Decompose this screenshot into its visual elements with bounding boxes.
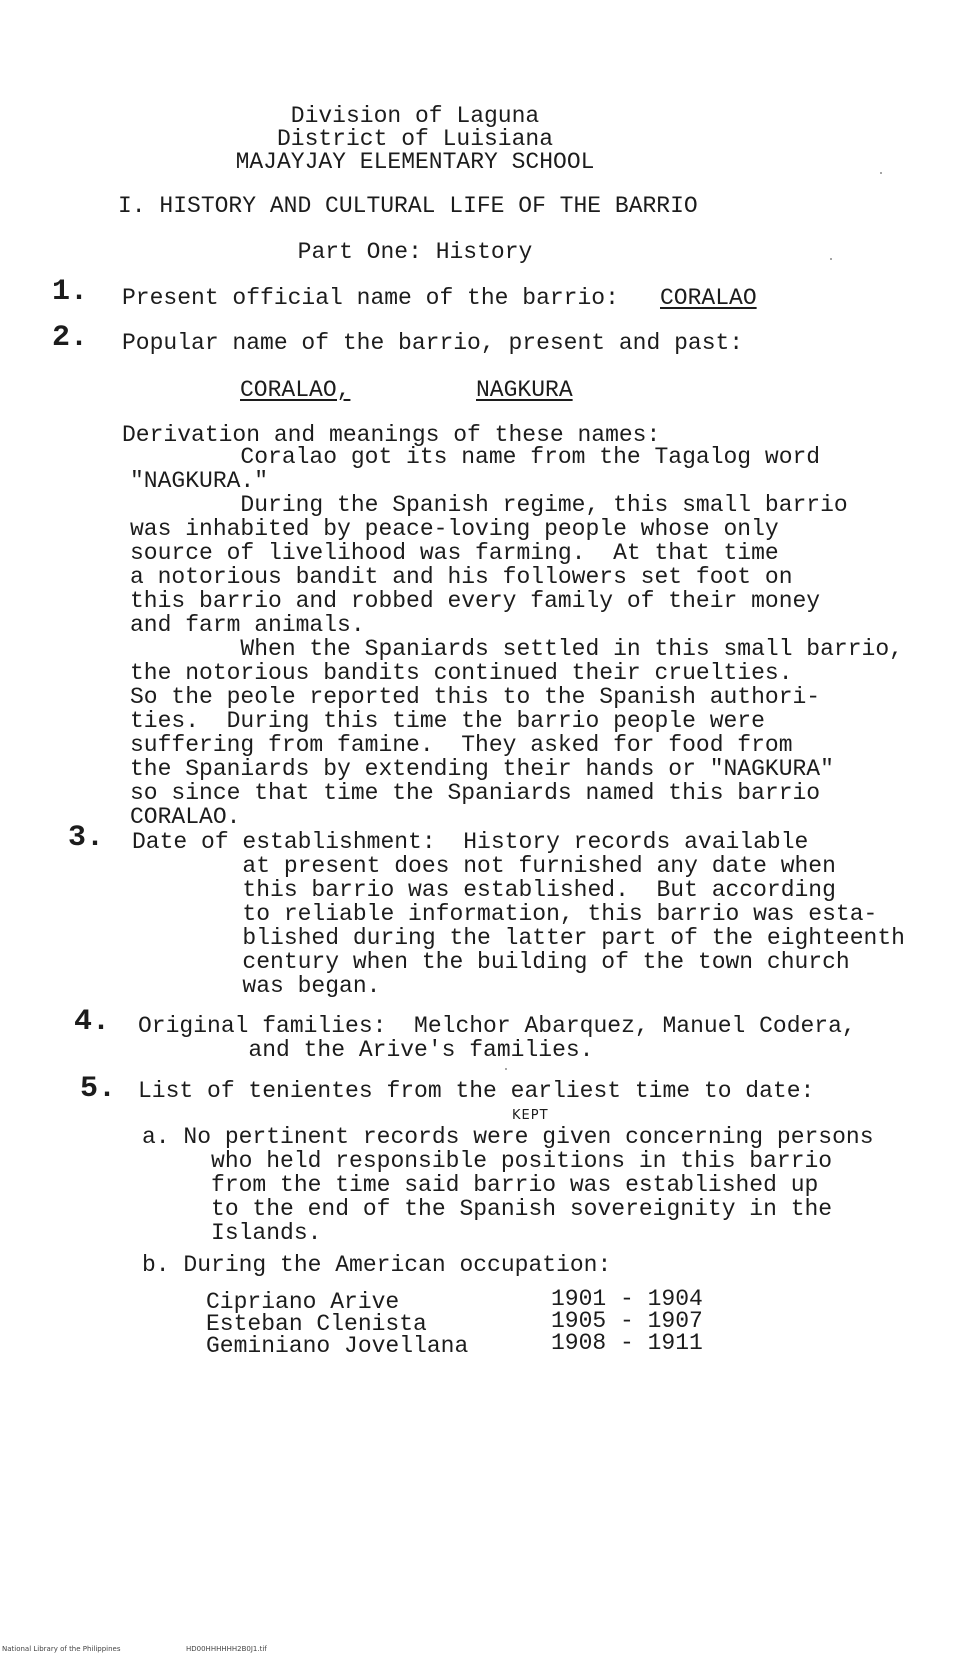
item4-body (138, 1014, 858, 1062)
item5-label: List of tenientes from the earliest time to date: (138, 1078, 815, 1104)
handwritten-correction: KEPT (512, 1108, 549, 1123)
section-title: HISTORY AND CULTURAL LIFE OF THE BARRIO (159, 193, 698, 219)
derivation-line: So the peole reported this to the Spanish authori- (130, 684, 821, 710)
section-heading (118, 194, 698, 218)
teniente-row (206, 1308, 806, 1337)
teniente-name: Cipriano Arive (206, 1289, 400, 1315)
derivation-line: CORALAO. (130, 804, 241, 830)
teniente-name: Geminiano Jovellana (206, 1333, 469, 1359)
derivation-line: source of livelihood was farming. At that time (130, 540, 779, 566)
item1-number: 1. (52, 275, 89, 309)
item5-number: 5. (80, 1072, 117, 1106)
derivation-line: the notorious bandits continued their cruelties. (130, 660, 793, 686)
derivation-line: a notorious bandit and his followers set foot on (130, 564, 793, 590)
tenientes-list (206, 1286, 806, 1359)
part-heading: Part One: History (297, 239, 533, 265)
derivation-body (130, 444, 903, 830)
teniente-name: Esteban Clenista (206, 1311, 427, 1337)
scan-speck (505, 1068, 507, 1070)
derivation-line: was inhabited by peace-loving people whose only (130, 516, 779, 542)
section-number: I. (118, 193, 146, 219)
scan-speck (830, 258, 832, 260)
teniente-row (206, 1286, 806, 1315)
popular-name-2: NAGKURA (476, 377, 573, 403)
footer-library: National Library of the Philippines (2, 1645, 121, 1653)
item5a-line: a. No pertinent records were given concerning persons (142, 1124, 874, 1150)
footer-file: HD00HHHHHH2B0J1.tif (186, 1645, 267, 1653)
item2-label: Popular name of the barrio, present and past: (122, 330, 744, 356)
derivation-line: Coralao got its name from the Tagalog word (130, 444, 821, 470)
teniente-years: 1905 - 1907 (551, 1308, 703, 1334)
item3-line: was began. (132, 973, 381, 999)
item3-line: century when the building of the town church (132, 949, 850, 975)
derivation-line: When the Spaniards settled in this small barrio, (130, 636, 903, 662)
item4-line: and the Arive's families. (138, 1037, 594, 1063)
district-heading: District of Luisiana (276, 126, 554, 152)
item5a-line: Islands. (142, 1220, 322, 1246)
derivation-line: so since that time the Spaniards named this barrio (130, 780, 821, 806)
item1-value: CORALAO (660, 285, 757, 311)
item5a-line: to the end of the Spanish sovereignity in the (142, 1196, 833, 1222)
derivation-line: this barrio and robbed every family of their money (130, 588, 821, 614)
teniente-years: 1901 - 1904 (551, 1286, 703, 1312)
derivation-line: and farm animals. (130, 612, 365, 638)
derivation-line: ties. During this time the barrio people were (130, 708, 765, 734)
derivation-line: "NAGKURA." (130, 468, 269, 494)
item4-number: 4. (74, 1005, 111, 1039)
item3-line: this barrio was established. But according (132, 877, 836, 903)
division-heading: Division of Laguna (290, 103, 540, 129)
popular-name-1: CORALAO, (240, 377, 351, 403)
item5b-label: b. During the American occupation: (142, 1252, 612, 1278)
scan-speck (880, 172, 882, 174)
item5a-line: who held responsible positions in this barrio (142, 1148, 833, 1174)
item2-number: 2. (52, 321, 89, 355)
item3-line: Date of establishment: History records available (132, 829, 809, 855)
item3-line: blished during the latter part of the eighteenth (132, 925, 905, 951)
derivation-heading: Derivation and meanings of these names: (122, 422, 661, 448)
teniente-row (206, 1330, 806, 1359)
derivation-line: suffering from famine. They asked for food from (130, 732, 793, 758)
item4-line: Original families: Melchor Abarquez, Manuel Codera, (138, 1013, 856, 1039)
item1-label: Present official name of the barrio: (122, 285, 619, 311)
item5a-body (142, 1124, 874, 1246)
item3-number: 3. (68, 821, 105, 855)
teniente-years: 1908 - 1911 (551, 1330, 703, 1356)
school-heading: MAJAYJAY ELEMENTARY SCHOOL (235, 149, 595, 175)
item5a-line: from the time said barrio was established up (142, 1172, 819, 1198)
item3-line: to reliable information, this barrio was esta- (132, 901, 878, 927)
item3-line: at present does not furnished any date when (132, 853, 836, 879)
derivation-line: the Spaniards by extending their hands or "NAGKURA" (130, 756, 834, 782)
item3-body (132, 829, 905, 999)
derivation-line: During the Spanish regime, this small barrio (130, 492, 848, 518)
